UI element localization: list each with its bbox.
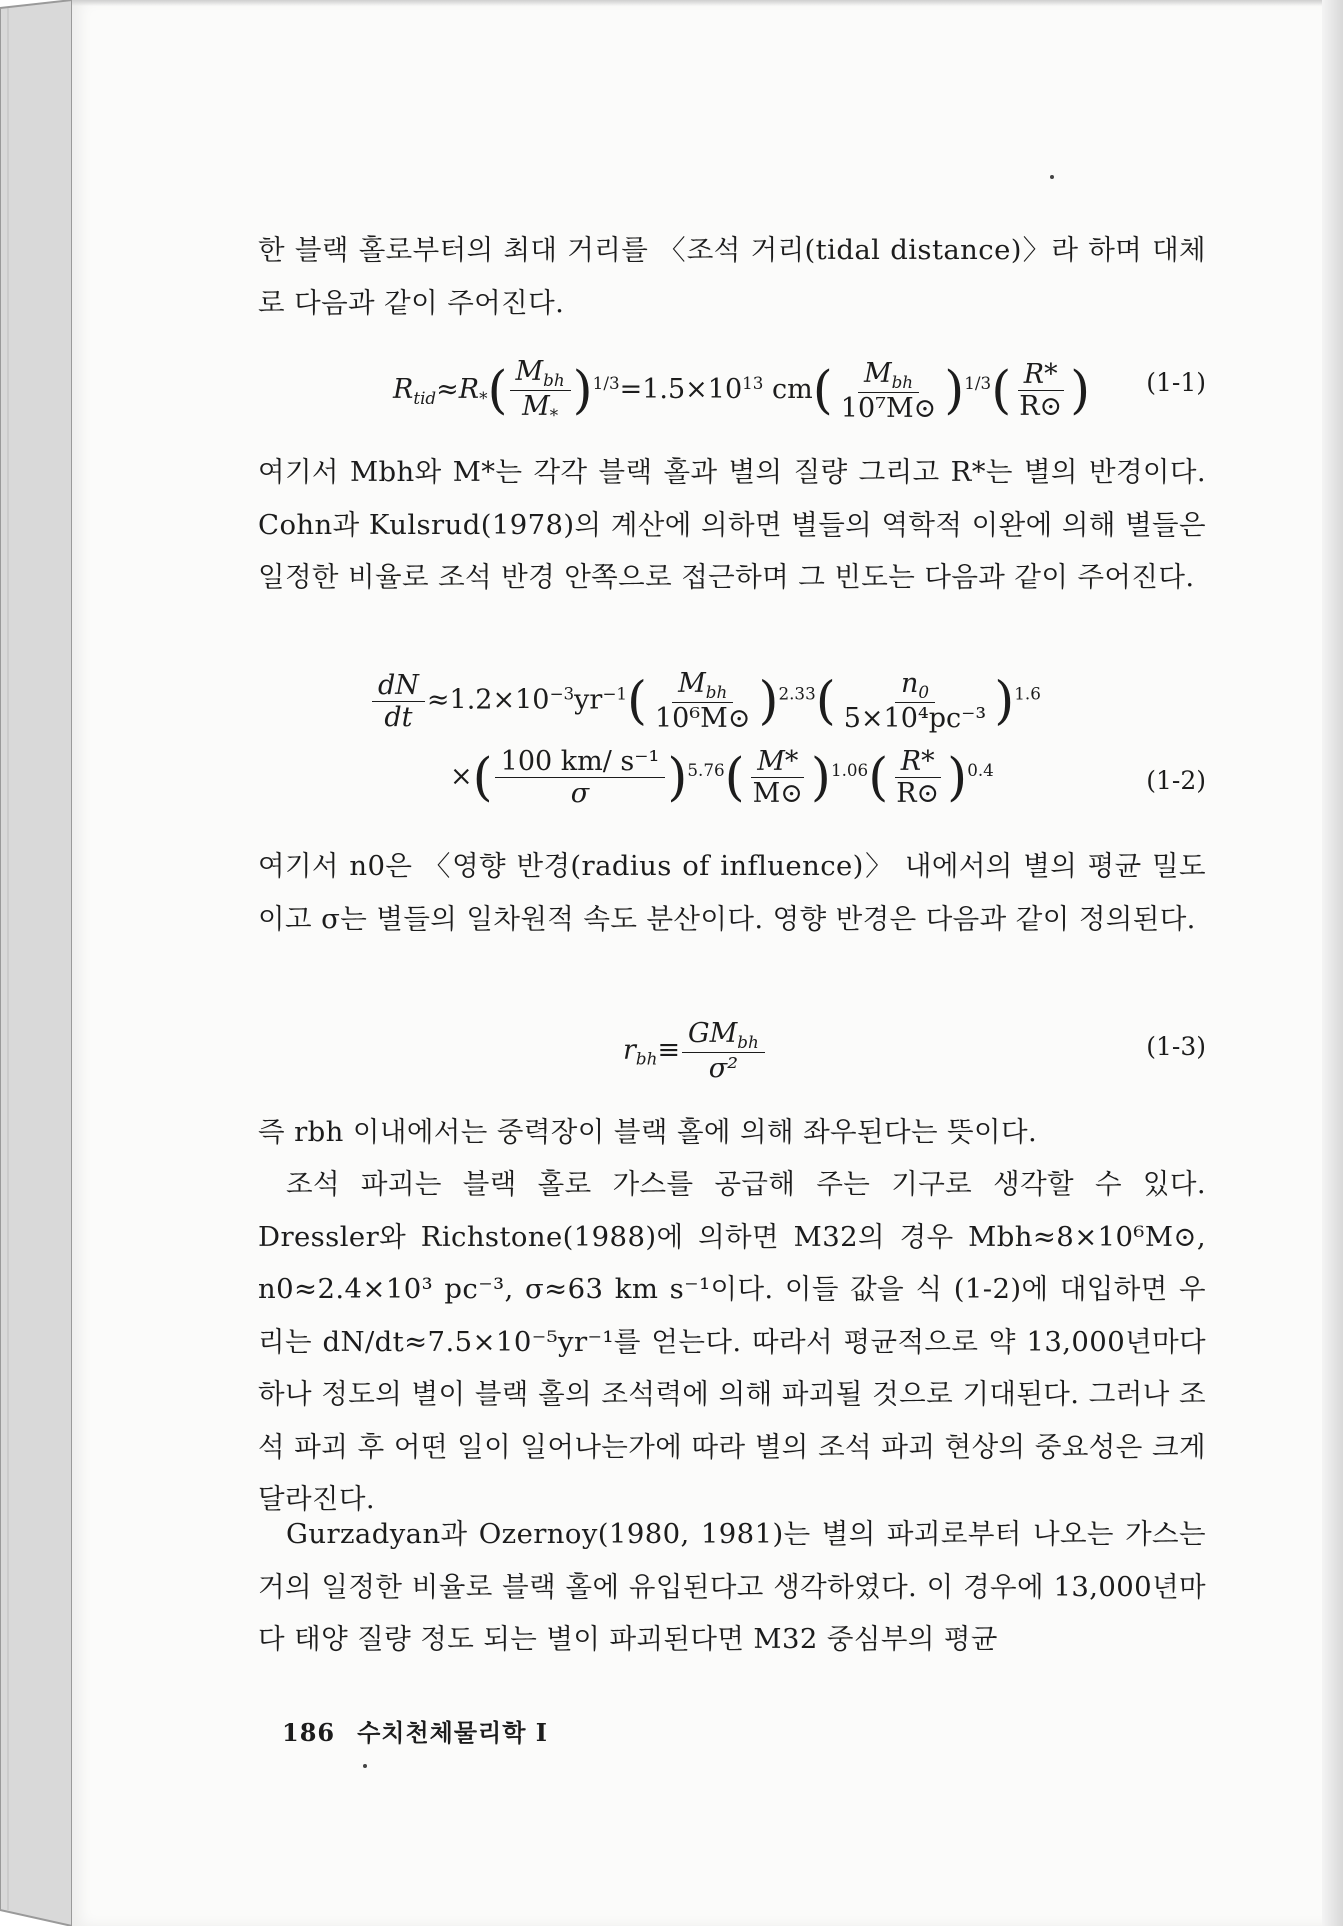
eq2-f2-num: n bbox=[900, 668, 919, 699]
equation-1-1 bbox=[258, 348, 1206, 428]
eq2-f1-exp: 2.33 bbox=[778, 683, 816, 704]
page-right-edge bbox=[1322, 0, 1343, 1926]
eq1-den3: R⊙ bbox=[1019, 391, 1063, 423]
print-speck bbox=[1050, 175, 1054, 179]
eq2-frac-velocity bbox=[495, 746, 666, 809]
eq2-f2-den: 5×10⁴pc⁻³ bbox=[843, 703, 987, 735]
eq2-lhs-den: dt bbox=[384, 701, 413, 733]
eq2-frac-density bbox=[838, 668, 992, 734]
eq2-frac-star-radius bbox=[890, 746, 945, 809]
page-number: 186 bbox=[282, 1718, 336, 1747]
equation-1-3-body bbox=[623, 1018, 767, 1084]
eq2-frac-star-mass bbox=[747, 746, 809, 809]
paragraph-tidal-distance: 한 블랙 홀로부터의 최대 거리를 〈조석 거리(tidal distance)〉라 하며 대체로 다음과 같이 주어진다. bbox=[258, 234, 1206, 319]
equation-number-1-3: (1-3) bbox=[1146, 1032, 1206, 1061]
eq2-f2-exp: 1.6 bbox=[1014, 683, 1041, 704]
equation-1-2 bbox=[258, 668, 1206, 828]
eq1-num2: M bbox=[863, 357, 892, 389]
eq2-unit-exp: −1 bbox=[602, 683, 627, 704]
eq2-f3-num: 100 km/ s⁻¹ bbox=[495, 746, 666, 778]
equation-1-3 bbox=[258, 1012, 1206, 1092]
running-title: 수치천체물리학 I bbox=[357, 1718, 548, 1747]
equation-1-1-body: $R_{tid}\approx R_*$( $\frac{M_{bh}}{M_*}$ )$^{1/3}=1.5\times 10^{13}$ cm( $\frac{M_{bh}}{\text{10⁷M⊙}}$ )$^{1/3}$( $\frac{R*}{R⊙}$ ) bbox=[393, 356, 1091, 425]
eq2-coef-exp: −3 bbox=[549, 683, 575, 704]
eq1-rstar: R bbox=[458, 374, 480, 406]
paragraph-tidal-disruption: 조석 파괴는 블랙 홀로 가스를 공급해 주는 기구로 생각할 수 있다. Dressler와 Richstone(1988)에 의하면 M32의 경우 Mbh≈8×10⁶M⊙, n0≈2.4×10³ pc⁻³, σ≈63 km s⁻¹이다. 이들 값을 식 (1-2)에 대입하면 우리는 dN/dt≈7.5×10⁻⁵yr⁻¹를 얻는다. 따라서 평균적으로 약 13,000년마다 하나 정도의 별이 블랙 홀의 조석력에 의해 파괴될 것으로 기대된다. 그러나 조석 파괴 후 어떤 일이 일어나는가에 따라 별의 조석 파괴 현상의 중요성은 크게 달라진다. bbox=[258, 1168, 1206, 1515]
eq2-f4-num: M* bbox=[751, 746, 804, 778]
paragraph-gravity-dominance: 즉 rbh 이내에서는 중력장이 블랙 홀에 의해 좌우된다는 뜻이다. bbox=[258, 1116, 1038, 1148]
eq1-approx: ≈ bbox=[436, 374, 459, 406]
eq2-coef: ≈1.2×10 bbox=[426, 684, 550, 716]
page-footer bbox=[282, 1713, 548, 1748]
eq3-equiv: ≡ bbox=[657, 1034, 681, 1066]
eq2-f4-den: M⊙ bbox=[752, 778, 803, 810]
eq1-den1-sub: * bbox=[549, 404, 559, 425]
eq1-coef-exp: 13 bbox=[742, 372, 764, 393]
eq1-den1: M bbox=[522, 391, 550, 423]
eq2-f1-den: 10⁶M⊙ bbox=[655, 703, 751, 735]
eq1-frac-mass-ratio bbox=[510, 356, 571, 425]
equation-number-1-1: (1-1) bbox=[1146, 368, 1206, 397]
paragraph-relaxation-rate: 여기서 Mbh와 M*는 각각 블랙 홀과 별의 질량 그리고 R*는 별의 반경이다. Cohn과 Kulsrud(1978)의 계산에 의하면 별들의 역학적 이완에 의해 별들은 일정한 비율로 조석 반경 안쪽으로 접근하며 그 빈도는 다음과 같이 주어진다. bbox=[258, 456, 1206, 593]
eq1-den2: 10⁷M⊙ bbox=[840, 392, 937, 424]
eq1-num1: M bbox=[515, 356, 544, 387]
equation-number-1-2: (1-2) bbox=[1146, 766, 1206, 795]
eq1-exp1: 1/3 bbox=[592, 372, 620, 393]
equation-1-2-line1: $\frac{dN}{dt}$ $\approx 1.2\times 10^{-3}yr^{-1}$( $\frac{M_{bh}}{\text{10⁶M⊙}}$ )$^{2.33}$( $\frac{n_0}{\text{5×10⁴pc⁻³}}$ )$^{1.6}$ bbox=[370, 668, 1041, 734]
eq2-f2-num-sub: 0 bbox=[918, 681, 929, 702]
eq1-coef: =1.5×10 bbox=[619, 374, 743, 406]
print-speck bbox=[363, 1764, 367, 1768]
eq2-frac-bh bbox=[649, 668, 756, 734]
eq2-f4-exp: 1.06 bbox=[830, 759, 869, 780]
eq3-lhs: r bbox=[623, 1034, 636, 1066]
eq1-lhs: R bbox=[393, 374, 414, 406]
eq1-num3: R* bbox=[1018, 359, 1064, 391]
eq3-num: GM bbox=[688, 1018, 738, 1049]
eq1-num2-sub: bh bbox=[891, 371, 914, 392]
eq1-frac-bh-mass bbox=[835, 358, 942, 424]
eq1-unit: cm bbox=[772, 374, 813, 406]
eq2-times: × bbox=[450, 761, 473, 793]
eq1-exp2: 1/3 bbox=[964, 372, 992, 393]
eq3-num-sub: bh bbox=[737, 1031, 759, 1052]
paragraph-influence-radius: 여기서 n0은 〈영향 반경(radius of influence)〉 내에서의 별의 평균 밀도이고 σ는 별들의 일차원적 속도 분산이다. 영향 반경은 다음과 같이 정의된다. bbox=[258, 850, 1206, 935]
eq2-f3-den: σ bbox=[570, 778, 590, 810]
eq2-f3-exp: 5.76 bbox=[687, 759, 725, 780]
eq1-num1-sub: bh bbox=[543, 369, 565, 390]
eq2-f1-num-sub: bh bbox=[705, 681, 728, 702]
page-top-shade bbox=[72, 0, 1343, 6]
eq2-f1-num: M bbox=[678, 668, 706, 699]
eq2-frac-dn-dt bbox=[372, 670, 425, 733]
eq2-lhs-num: dN bbox=[372, 670, 425, 702]
eq2-f5-exp: 0.4 bbox=[967, 759, 994, 780]
equation-1-2-line2: ×( $\frac{\text{100 km/ s⁻¹}}{\sigma}$ )$^{5.76}$( $\frac{M*}{M⊙}$ )$^{1.06}$( $\frac{R*}{R⊙}$ )$^{0.4}$ bbox=[450, 746, 994, 810]
eq3-den: σ² bbox=[708, 1053, 739, 1085]
eq3-lhs-sub: bh bbox=[635, 1048, 658, 1069]
paragraph-gas-inflow: Gurzadyan과 Ozernoy(1980, 1981)는 별의 파괴로부터 나오는 가스는 거의 일정한 비율로 블랙 홀에 유입된다고 생각하였다. 이 경우에 13,000년마다 태양 질량 정도 되는 별이 파괴된다면 M32 중심부의 평균 bbox=[258, 1518, 1206, 1655]
eq2-f5-num: R* bbox=[895, 746, 941, 778]
eq1-lhs-sub: tid bbox=[413, 387, 437, 408]
eq2-unit: yr bbox=[574, 684, 603, 716]
eq1-rstar-sub: * bbox=[479, 387, 488, 408]
eq1-frac-radius bbox=[1013, 359, 1068, 422]
eq2-f5-den: R⊙ bbox=[896, 778, 940, 810]
eq3-frac bbox=[682, 1018, 765, 1084]
